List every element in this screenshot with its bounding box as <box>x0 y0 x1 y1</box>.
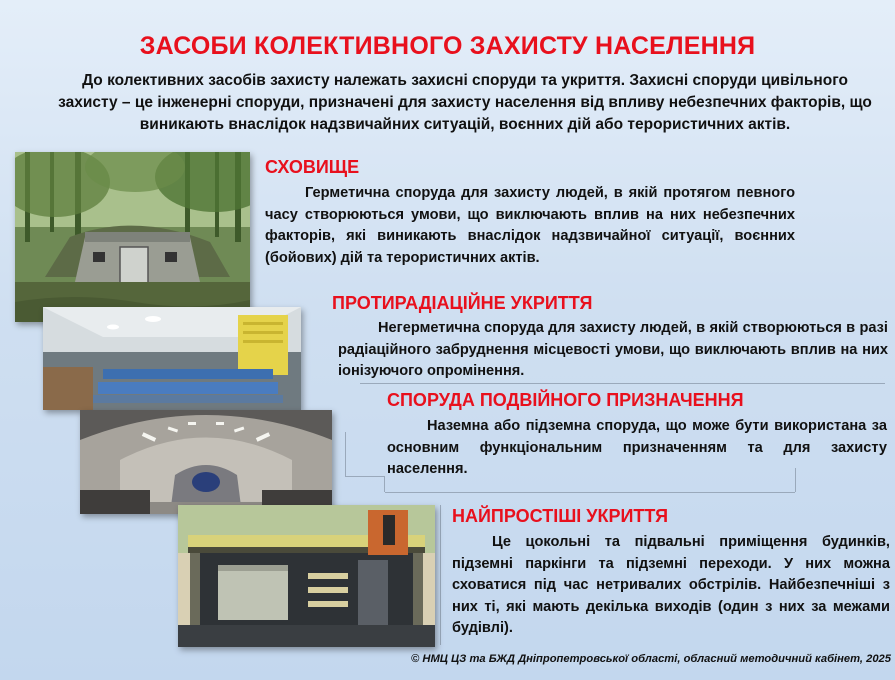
section-text-shelter <box>265 183 795 269</box>
copyright-footer: © НМЦ ЦЗ та БЖД Дніпропетровської області, обласний методичний кабінет, 2025 <box>411 653 891 665</box>
page-title: ЗАСОБИ КОЛЕКТИВНОГО ЗАХИСТУ НАСЕЛЕННЯ <box>139 32 756 60</box>
section-title-dual-purpose: СПОРУДА ПОДВІЙНОГО ПРИЗНАЧЕННЯ <box>387 390 744 410</box>
connector-line <box>345 432 346 476</box>
bunker-photo <box>15 152 250 322</box>
divider-line <box>385 492 795 493</box>
divider-line <box>360 383 885 384</box>
section-paragraph: Це цокольні та підвальні приміщення будинків, підземні паркінги та підземні переходи. У них можна сховатися під час нетривалих обстрілів. Найбезпечніші з них ті, які мають декілька виходів (один з них за межами будівлі). <box>452 534 890 636</box>
connector-line <box>384 476 385 492</box>
metro-station-photo <box>80 410 332 514</box>
section-paragraph: Герметична споруда для захисту людей, в якій протягом певного часу створюються умови, що виключають вплив на них небезпечних факторів, які виникають внаслідок надзвичайної ситуації, воєнних (бойових) дій та терористичних актів. <box>265 185 795 266</box>
connector-line <box>440 505 441 645</box>
section-paragraph: Наземна або підземна споруда, що може бути використана за основним функціональним призначенням та для захисту населення. <box>387 418 887 477</box>
basement-shelter-illustration <box>178 505 435 647</box>
section-title-shelter: СХОВИЩЕ <box>265 157 360 177</box>
shelter-interior-photo <box>43 307 301 410</box>
intro-line: захисту – це інженерні споруди, призначені для захисту населення від впливу небезпечних факторів, що <box>58 94 872 111</box>
section-text-radiation-shelter <box>338 318 888 383</box>
section-text-simple-shelters <box>452 532 890 640</box>
section-text-dual-purpose <box>387 416 887 481</box>
section-title-simple-shelters: НАЙПРОСТІШІ УКРИТТЯ <box>452 506 669 526</box>
section-title-radiation-shelter: ПРОТИРАДІАЦІЙНЕ УКРИТТЯ <box>332 293 593 313</box>
connector-line <box>345 476 385 477</box>
intro-line: До колективних засобів захисту належать захисні споруди та укриття. Захисні споруди цивільного <box>82 72 848 89</box>
intro-line: виникають внаслідок надзвичайних ситуацій, воєнних дій або терористичних актів. <box>139 116 791 133</box>
intro-text <box>30 70 895 136</box>
section-paragraph: Негерметична споруда для захисту людей, в якій створюються в разі радіаційного забруднення місцевості умови, що виключають вплив на них іонізуючого опромінення. <box>338 320 888 379</box>
